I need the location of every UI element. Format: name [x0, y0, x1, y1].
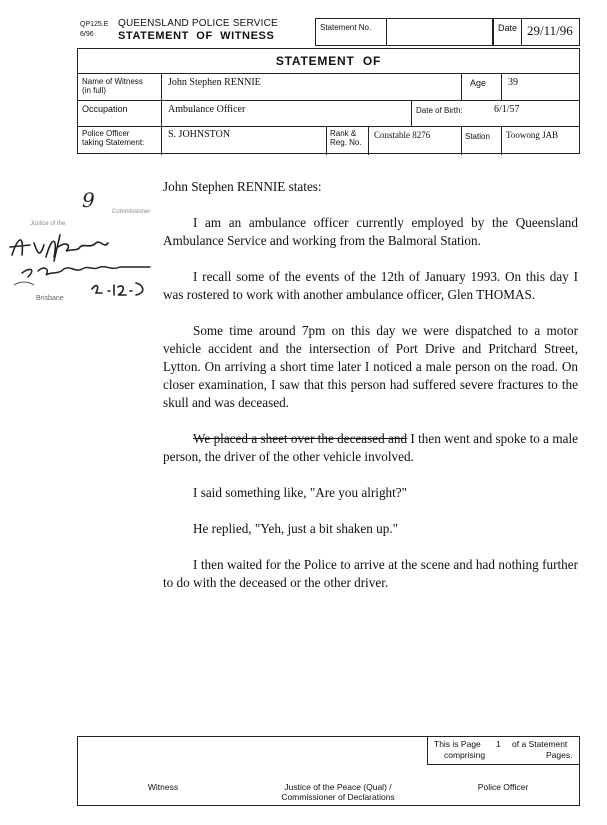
- margin-page-number: 9: [82, 188, 95, 212]
- name-label: Name of Witness (in full): [82, 77, 143, 95]
- stamp-text-1: Justice of the: [30, 221, 66, 227]
- paragraph-7: I then waited for the Police to arrive at the scene and had nothing further to do with the deceased or the other driver.: [163, 557, 578, 590]
- page-number: 1: [496, 739, 501, 749]
- margin-signatures: [0, 185, 160, 310]
- officer-value: S. JOHNSTON: [168, 129, 231, 140]
- date-value: 29/11/96: [527, 23, 573, 38]
- form-title: STATEMENT OF WITNESS: [118, 30, 275, 42]
- witness-details-form: [77, 48, 580, 154]
- occupation-label: Occupation: [82, 104, 128, 114]
- form-code-number: QP125.E: [80, 21, 109, 28]
- stamp-text-2: Commissioner: [112, 209, 151, 215]
- stamp-text-3: Brisbane: [36, 295, 64, 302]
- jp-label: [253, 782, 423, 802]
- date-box: [493, 18, 580, 46]
- paragraph-5: I said something like, "Are you alright?": [193, 485, 408, 500]
- page-text-4: Pages.: [546, 750, 573, 760]
- paragraph-2: I recall some of the events of the 12th of January 1993. On this day I was rostered to work with another ambulance officer, Glen THOMAS.: [163, 269, 578, 302]
- statement-intro: John Stephen RENNIE states:: [163, 179, 322, 194]
- rank-value: Constable 8276: [374, 130, 431, 140]
- occupation-value: Ambulance Officer: [168, 104, 246, 115]
- age-label: Age: [470, 78, 487, 88]
- paragraph-3: Some time around 7pm on this day we were dispatched to a motor vehicle accident and the intersection of Port Drive and Pritchard Street, Lytton. On arriving a short time later I noticed a male person on the road. On closer examination, I saw that this person had suffered severe fractures to the skull and was deceased.: [163, 323, 578, 410]
- page-text-1: This is Page: [434, 739, 481, 749]
- paragraph-6: He replied, "Yeh, just a bit shaken up.": [193, 521, 399, 536]
- paragraph-4-text: I then went and spoke to a male person, the driver of the other vehicle involved.: [163, 431, 578, 464]
- signature-footer: [77, 736, 580, 806]
- form-code-date: 6/96: [80, 31, 94, 38]
- date-label: Date: [498, 23, 518, 33]
- form-code: [80, 20, 108, 40]
- section-title: STATEMENT OF: [275, 54, 382, 68]
- witness-label: Witness: [147, 782, 179, 792]
- page-text-3: comprising: [444, 750, 486, 760]
- paragraph-4: [163, 430, 578, 466]
- statement-number-box: [315, 18, 493, 46]
- jp-label-line-2: Commissioner of Declarations: [281, 792, 395, 802]
- statement-number-label: Statement No.: [320, 23, 372, 32]
- dob-label: Date of Birth:: [416, 106, 463, 115]
- paragraph-1: I am an ambulance officer currently employed by the Queensland Ambulance Service and working from the Balmoral Station.: [163, 215, 578, 248]
- station-value: Toowong JAB: [506, 130, 559, 140]
- struck-text: We placed a sheet over the deceased and: [193, 431, 408, 446]
- dob-value: 6/1/57: [494, 104, 520, 115]
- service-name: QUEENSLAND POLICE SERVICE: [118, 18, 278, 29]
- station-label: Station: [465, 132, 490, 141]
- rank-label: Rank & Reg. No.: [330, 129, 362, 147]
- handwritten-signatures-icon: [0, 185, 160, 310]
- age-value: 39: [508, 77, 518, 88]
- name-value: John Stephen RENNIE: [168, 77, 261, 88]
- page-text-2: of a Statement: [512, 739, 568, 749]
- page-count-box: [427, 737, 579, 765]
- jp-label-line-1: Justice of the Peace (Qual) /: [284, 782, 392, 792]
- officer-signature-label: Police Officer: [477, 782, 529, 792]
- officer-label: Police Officer taking Statement:: [82, 129, 145, 147]
- statement-body: [163, 178, 578, 610]
